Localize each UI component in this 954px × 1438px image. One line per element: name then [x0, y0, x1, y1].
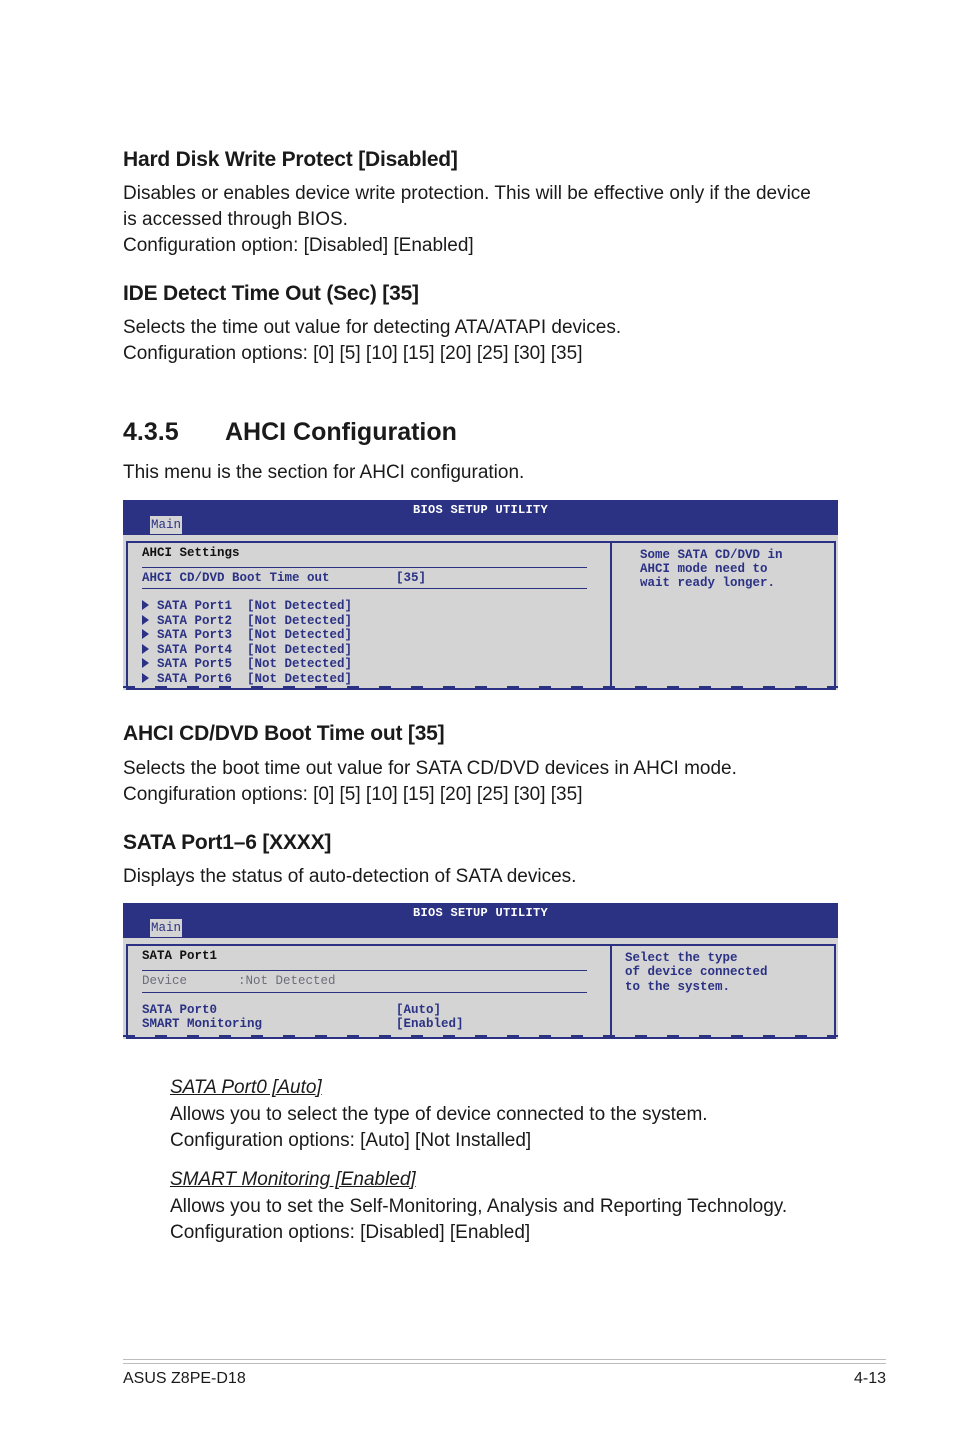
tab-main[interactable]: Main — [151, 518, 182, 532]
bios-bottom-edge — [123, 1035, 838, 1037]
divider — [142, 588, 587, 589]
bios-title-bar — [123, 500, 838, 535]
sata-port0-value: [Auto] — [396, 1003, 442, 1017]
option-line1: Allows you to set the Self-Monitoring, Analysis and Reporting Technology. — [170, 1196, 788, 1217]
option-title-sata-port0: SATA Port0 [Auto] — [170, 1077, 322, 1098]
hdwp-line3: Configuration option: [Disabled] [Enabled] — [123, 235, 474, 256]
sata-port-item[interactable] — [142, 672, 352, 686]
sata-port-item[interactable] — [142, 599, 352, 613]
submenu-arrow-icon — [142, 673, 149, 683]
submenu-arrow-icon — [142, 629, 149, 639]
section-number: 4.3.5 — [123, 418, 179, 446]
smart-monitoring-value: [Enabled] — [396, 1017, 464, 1031]
ide-line2: Configuration options: [0] [5] [10] [15] [20] [25] [30] [35] — [123, 343, 583, 364]
ide-heading: IDE Detect Time Out (Sec) [35] — [123, 282, 419, 305]
submenu-arrow-icon — [142, 644, 149, 654]
option-line1: Allows you to select the type of device connected to the system. — [170, 1104, 708, 1125]
help-text-line: AHCI mode need to — [640, 562, 768, 576]
submenu-arrow-icon — [142, 600, 149, 610]
sata-port-label: SATA Port5 [Not Detected] — [157, 657, 353, 671]
sata-port-item[interactable] — [142, 657, 352, 671]
ahci-boot-heading: AHCI CD/DVD Boot Time out [35] — [123, 722, 445, 745]
help-text-line: Some SATA CD/DVD in — [640, 548, 783, 562]
hdwp-heading: Hard Disk Write Protect [Disabled] — [123, 148, 458, 171]
smart-monitoring-label: SMART Monitoring — [142, 1017, 263, 1031]
sata-description: Displays the status of auto-detection of SATA devices. — [123, 866, 577, 887]
sata-port1-heading: SATA Port1 — [142, 949, 218, 963]
device-value: :Not Detected — [238, 974, 336, 988]
bios-title-bar — [123, 903, 838, 938]
hdwp-line2: is accessed through BIOS. — [123, 209, 348, 230]
sata-heading: SATA Port1–6 [XXXX] — [123, 831, 332, 854]
option-desc-smart-monitoring — [170, 1194, 787, 1246]
sata-port-label: SATA Port2 [Not Detected] — [157, 614, 353, 628]
option-line2: Configuration options: [Disabled] [Enabled] — [170, 1222, 531, 1243]
divider — [142, 970, 587, 971]
bios-title: BIOS SETUP UTILITY — [412, 503, 549, 517]
bios-title: BIOS SETUP UTILITY — [412, 906, 549, 920]
sata-port-item[interactable] — [142, 614, 352, 628]
sata-port-label: SATA Port1 [Not Detected] — [157, 599, 353, 613]
section-intro: This menu is the section for AHCI configuration. — [123, 462, 525, 483]
submenu-arrow-icon — [142, 615, 149, 625]
ide-line1: Selects the time out value for detecting ATA/ATAPI devices. — [123, 317, 622, 338]
section-title: AHCI Configuration — [225, 418, 457, 446]
section-heading — [123, 418, 457, 447]
ahci-settings-heading: AHCI Settings — [142, 546, 240, 560]
footer-model: ASUS Z8PE-D18 — [123, 1370, 246, 1387]
bios-screen-ahci — [123, 500, 838, 690]
help-text-line: of device connected — [625, 965, 768, 979]
option-title-smart-monitoring: SMART Monitoring [Enabled] — [170, 1169, 416, 1190]
divider — [142, 567, 587, 568]
sata-port-item[interactable] — [142, 628, 352, 642]
sata-port-item[interactable] — [142, 643, 352, 657]
option-desc-sata-port0 — [170, 1102, 708, 1154]
bios-screen-sata-port1 — [123, 903, 838, 1039]
device-label: Device — [142, 974, 188, 988]
page-number: 4-13 — [853, 1370, 886, 1387]
ahci-boot-timeout-value: [35] — [396, 571, 427, 585]
help-text-line: Select the type — [625, 951, 738, 965]
sata-port0-label: SATA Port0 — [142, 1003, 218, 1017]
help-text-line: wait ready longer. — [640, 576, 776, 590]
ahci-boot-timeout-label: AHCI CD/DVD Boot Time out — [142, 571, 330, 585]
sata-port-label: SATA Port4 [Not Detected] — [157, 643, 353, 657]
option-line2: Configuration options: [Auto] [Not Installed] — [170, 1130, 532, 1151]
sata-port-label: SATA Port6 [Not Detected] — [157, 672, 353, 686]
ahci-boot-line1: Selects the boot time out value for SATA CD/DVD devices in AHCI mode. — [123, 758, 737, 779]
tab-main[interactable]: Main — [151, 921, 182, 935]
ahci-boot-description — [123, 756, 843, 808]
submenu-arrow-icon — [142, 658, 149, 668]
footer-rule — [123, 1359, 886, 1364]
hdwp-description — [123, 181, 843, 259]
ide-description — [123, 315, 843, 367]
hdwp-line1: Disables or enables device write protection. This will be effective only if the device — [123, 183, 811, 204]
bios-bottom-edge — [123, 686, 838, 688]
ahci-boot-line2: Congifuration options: [0] [5] [10] [15] [20] [25] [30] [35] — [123, 784, 583, 805]
help-text-line: to the system. — [625, 980, 731, 994]
sata-port-label: SATA Port3 [Not Detected] — [157, 628, 353, 642]
divider — [142, 992, 587, 993]
